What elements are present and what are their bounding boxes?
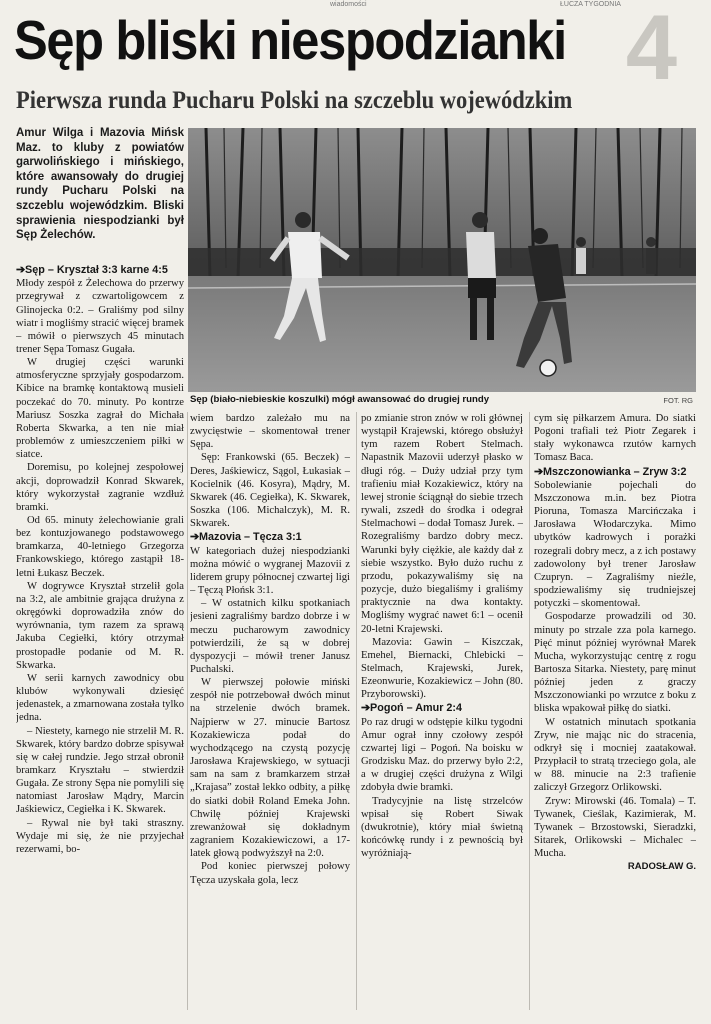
masthead-center: ŁUCZA TYGODNIA xyxy=(560,1,621,8)
bottom-strip xyxy=(0,1012,711,1024)
paragraph: Sęp: Frankowski (65. Beczek) – Deres, Jaśkiewicz, Sągol, Łukasiak – Kocielnik (46. Kosyra), Mądry, M. Skwarek (46. Cegiełka), K. Skwarek, Soszka (106. Michalczyk), M. R. Skwarek. xyxy=(190,452,350,530)
paragraph: Doremisu, po kolejnej zespołowej akcji, doprowadził Konrad Skwarek, który wykorzystał zagranie wzdłuż bramki. xyxy=(16,462,184,513)
paragraph: Pod koniec pierwszej połowy Tęcza uzyskała gola, lecz xyxy=(190,861,350,886)
paragraph: – Rywal nie był taki straszny. Wydaje mi się, że nie przyjechał rezerwami, bo- xyxy=(16,817,184,855)
match-heading: ➔Pogoń – Amur 2:4 xyxy=(361,702,463,715)
football-match-photo xyxy=(188,128,696,392)
article-column-4 xyxy=(534,412,696,1012)
paragraph: W ostatnich minutach spotkania Zryw, nie mając nic do stracenia, odkrył się i mocniej zaatakował. Przypłacił to stratą trzeciego gola, ale w 88. minucie na 2:3 trafienie zaliczył Grzegorz Orlikowski. xyxy=(534,716,696,794)
paragraph: Od 65. minuty żelechowianie grali bez kontuzjowanego podstawowego bramkarza, 40-letniego Grzegorza Frankowskiego, którego zastąpił 18-letni Łukasz Beczek. xyxy=(16,515,184,579)
paragraph: Tradycyjnie na listę strzelców wpisał się Robert Siwak (dwukrotnie), który miał świetną końcówkę rundy i z pewnością był wyróżniają- xyxy=(361,795,523,860)
article-lead: Amur Wilga i Mazovia Mińsk Maz. to kluby z powiatów garwolińskiego i mińskiego, które awansowały do drugiej rundy Pucharu Polski na szczeblu wojewódzkim. Bliski sprawienia niespodzianki był Sęp Żelechów. xyxy=(16,127,184,242)
paragraph: W pierwszej połowie miński zespół nie potrzebował dwóch minut na strzelenie dwóch bramek. Najpierw w 27. minucie Bartosz Kozakiewicza podał do wychodzącego na czystą pozycję Jarosława Krajewskiego, w sytuacji sam na sam z bramkarzem strzał „Krajasa” został lekko odbity, a piłkę do siatki dobił Roland Emeka John. Chwilę później Krajewski zrewanżował się dokładnym zagraniem Kozakiewiczowi, a 17-latek głową podwyższył na 2:0. xyxy=(190,677,350,860)
paragraph: – W ostatnich kilku spotkaniach jesieni zagraliśmy bardzo dobrze i w meczu pucharowym zawodnicy potwierdzili, że są w dobrej dyspozycji – mówił trener Janusz Puchalski. xyxy=(190,598,350,676)
paragraph: W dogrywce Kryształ strzelił gola na 3:2, ale ambitnie grająca drużyna z okręgówki doprowadziła znów do wyrównania, tym razem za sprawą Jakuba Cegiełki, który otrzymał prostopadłe podanie od M. R. Skwarka. xyxy=(16,580,184,671)
match-heading: ➔Mazovia – Tęcza 3:1 xyxy=(190,531,302,544)
author-signature xyxy=(534,860,696,873)
paragraph: – Niestety, karnego nie strzelił M. R. Skwarek, który bardzo dobrze spisywał się w całej rundzie. Jego strzał obronił bramkarz Kryształu – stwierdził Gugała. Ze strony Sępa nie pomylili się natomiast Jarosław Mądry, Marcin Jaśkiewicz, Cegiełka i K. Skwarek. xyxy=(16,725,184,816)
masthead-left: wiadomości xyxy=(330,1,367,8)
paragraph: W drugiej części warunki atmosferyczne sprzyjały gospodarzom. Kibice na bramkę kontaktową musieli poczekać do 70. minuty. Po kontrze Mariusz Soszka zagrał do Michała Roberta Skwarka, a ten nie miał problemów z umieszczeniem piłki w siatce. xyxy=(16,357,184,461)
paragraph: Młody zespół z Żelechowa do przerwy przegrywał z czwartoligowcem z Glinojecka 0:2. – Graliśmy pod silny wiatr i mogliśmy stracić więcej bramek – mówił o pierwszych 45 minutach trener Sępa Tomasz Gugała. xyxy=(16,278,184,355)
paragraph: Sobolewianie pojechali do Mszczonowa m.in. bez Piotra Pioruna, Tomasza Marcińczaka i Jarosława Włodarczyka. Mimo ubytków kadrowych i porażki rozegrali dobry mecz, a z ich postawy zadowolony był trener Jarosław Czupryn. – Zagraliśmy nieźle, spodziewaliśmy się trudniejszej potyczki – skomentował. xyxy=(534,479,696,610)
article-column-2 xyxy=(190,412,350,1012)
article-column-3 xyxy=(361,412,523,1012)
column-divider xyxy=(187,412,188,1010)
column-divider xyxy=(356,412,357,1010)
paragraph: Mazovia: Gawin – Kiszczak, Emehel, Biernacki, Chlebicki – Stelmach, Krajewski, Jurek, Ezeonwurie, Kozakiewicz – John (80. Przyborowski). xyxy=(361,636,523,701)
author-name: RADOSŁAW G. xyxy=(627,861,696,873)
paragraph: wiem bardzo zależało mu na zwycięstwie – skomentował trener Sępa. xyxy=(190,413,350,451)
article-column-1 xyxy=(16,263,184,1011)
page-number: 4 xyxy=(625,0,677,99)
paragraph: Zryw: Mirowski (46. Tomala) – T. Tywanek, Cieślak, Kazimierak, M. Tywanek – Brzostowski, Sieradzki, Sitarek, Orlikowski – Michalec – Mucha. xyxy=(534,795,696,860)
match-heading: ➔Sęp – Kryształ 3:3 karne 4:5 xyxy=(16,264,168,276)
paragraph: Po raz drugi w odstępie kilku tygodni Amur ograł inny czołowy zespół czwartej ligi – Pogoń. Na boisku w Grodzisku Maz. do przerwy było 2:2, a w drugiej części drużyna z Wilgi zdobyła dwie bramki. xyxy=(361,716,523,794)
paragraph: Gospodarze prowadzili od 30. minuty po strzale zza pola karnego. Pięć minut później wyrównał Marek Mucha, wykorzystując centrę z rogu Bartosza Sitarka. Niestety, parę minut później jeden z graczy Mszczonowianki po wrzutce z boku z bliska wpakował piłkę do siatki. xyxy=(534,611,696,715)
paragraph: W kategoriach dużej niespodzianki można mówić o wygranej Mazovii z liderem grupy północnej czwartej ligi – Tęczą Płońsk 3:1. xyxy=(190,545,350,597)
paragraph: po zmianie stron znów w roli głównej wystąpił Krajewski, którego obsłużył tym razem Robert Stelmach. Napastnik Mazovii uderzył płasko w długi róg. – Duży udział przy tym trafieniu miał Kozakiewicz, który na lewej stronie ściągnął do siebie trzech rywali, zszedł do środka i odegrał Stelmachowi – dodał Tomasz Jurek. – Rozegraliśmy bardzo dobry mecz. Warunki były ciężkie, ale każdy dał z siebie wszystko. Było dużo ruchu z przodu, pokazywaliśmy się na pozycje, dużo biegaliśmy i graliśmy praktycznie na dwa kontakty. Mogliśmy wygrać nawet 6:1 – ocenił 20-letni Krajewski. xyxy=(361,413,523,635)
article-headline: Sęp bliski niespodzianki xyxy=(14,9,566,71)
photo-credit: FOT. RG xyxy=(663,396,693,405)
match-heading: ➔Mszczonowianka – Zryw 3:2 xyxy=(534,465,687,478)
article-subhead: Pierwsza runda Pucharu Polski na szczeblu wojewódzkim xyxy=(16,87,573,114)
paragraph: cym się piłkarzem Amura. Do siatki Pogoni trafiali też Piotr Zegarek i stały wykonawca rzutów karnych Tomasz Baca. xyxy=(534,413,696,464)
paragraph: W serii karnych zawodnicy obu klubów wykonywali dziesięć jedenastek, a zmarnowana została tylko jedna. xyxy=(16,672,184,724)
column-divider xyxy=(529,412,530,1010)
photo-caption: Sęp (biało-niebieskie koszulki) mógł awansować do drugiej rundy xyxy=(190,394,490,405)
